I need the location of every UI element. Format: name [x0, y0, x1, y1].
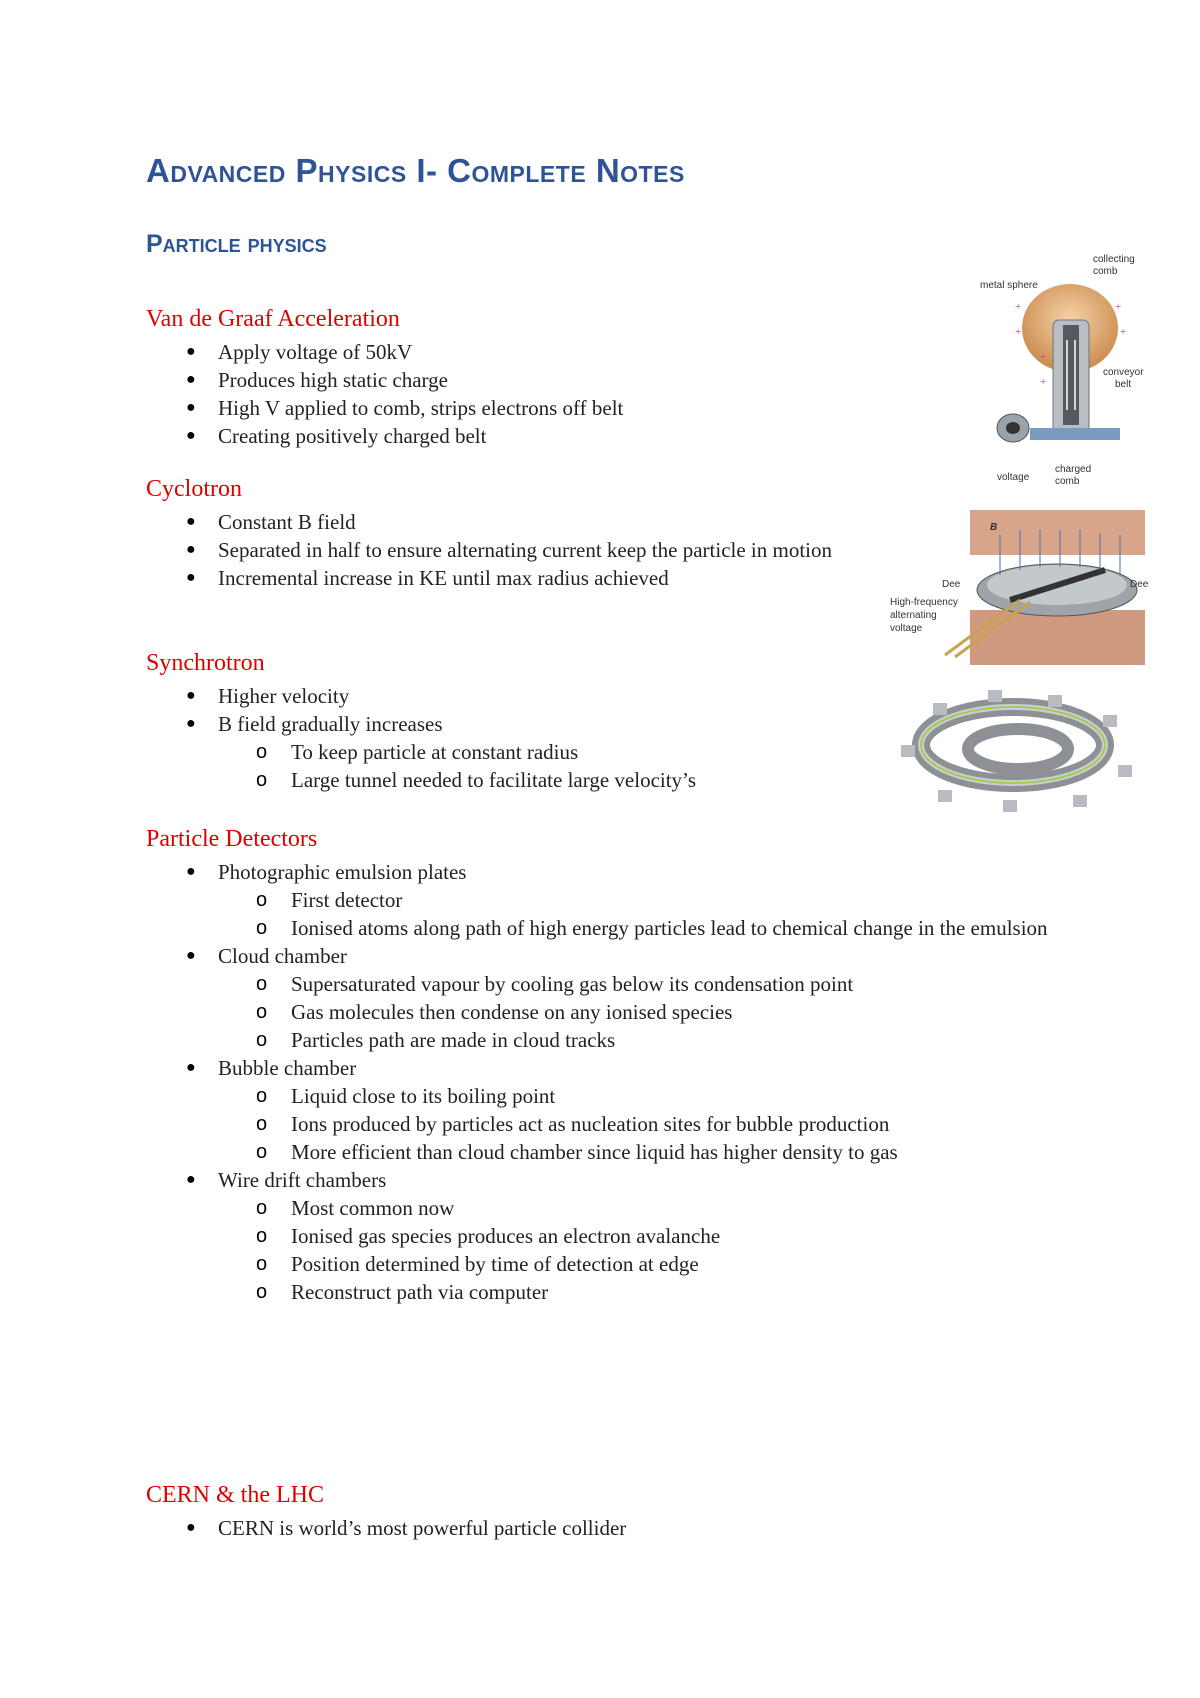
list-item: ● CERN is world’s most powerful particle collider — [186, 1516, 627, 1540]
list-subitem: o To keep particle at constant radius — [256, 740, 579, 764]
sub-bullet-icon: o — [256, 1225, 268, 1247]
list-item: ● Bubble chamber — [186, 1056, 357, 1080]
section-title: Particle physics — [146, 230, 327, 258]
list-item: ● Higher velocity — [186, 684, 350, 708]
bullet-icon: ● — [186, 687, 196, 704]
section-van-de-graaf — [146, 304, 1046, 450]
sub-bullet-icon: o — [256, 1197, 268, 1219]
conveyor-belt-shape — [1063, 325, 1079, 425]
plus-sign: + — [1015, 326, 1022, 338]
list-item: ● B field gradually increases — [186, 712, 443, 736]
plus-sign: + — [1040, 376, 1047, 388]
list-subitem: o Supersaturated vapour by cooling gas below its condensation point — [256, 972, 854, 996]
list-subitem: o Ionised atoms along path of high energy particles lead to chemical change in the emulsion — [256, 916, 1048, 940]
magnet-block — [1103, 715, 1117, 727]
list-item: ● Incremental increase in KE until max radius achieved — [186, 566, 669, 590]
list-subitem: o Position determined by time of detection at edge — [256, 1252, 699, 1276]
bullet-icon: ● — [186, 1171, 196, 1188]
figure-label: High-frequency — [890, 597, 958, 608]
list-subitem: o Reconstruct path via computer — [256, 1280, 549, 1304]
list-subitem: o Liquid close to its boiling point — [256, 1084, 556, 1108]
sub-bullet-icon: o — [256, 889, 268, 911]
dee-label: Dee — [942, 579, 961, 590]
magnet-block — [1073, 795, 1087, 807]
list-subitem: o First detector — [256, 888, 403, 912]
section-cern — [146, 1480, 1046, 1542]
list-item: ● Apply voltage of 50kV — [186, 340, 413, 364]
document-title: Advanced Physics I- Complete Notes — [146, 152, 685, 189]
bullet-icon: ● — [186, 513, 196, 530]
inner-ring-shape — [968, 729, 1068, 769]
section-particle-detectors — [146, 824, 1066, 1306]
heading-synchrotron: Synchrotron — [146, 650, 265, 676]
sub-bullet-icon: o — [256, 1085, 268, 1107]
sub-bullet-icon: o — [256, 1001, 268, 1023]
heading-cyclotron: Cyclotron — [146, 476, 242, 502]
cyclotron-diagram — [890, 505, 1155, 670]
list-item: ● Photographic emulsion plates — [186, 860, 467, 884]
dee-label: Dee — [1130, 579, 1149, 590]
bullet-icon: ● — [186, 1059, 196, 1076]
heading-particle-detectors: Particle Detectors — [146, 826, 318, 852]
bullet-icon: ● — [186, 715, 196, 732]
magnet-block — [1118, 765, 1132, 777]
bullet-icon: ● — [186, 569, 196, 586]
section-cyclotron — [146, 474, 876, 592]
list-subitem: o Ions produced by particles act as nucleation sites for bubble production — [256, 1112, 890, 1136]
bullet-icon: ● — [186, 1519, 196, 1536]
list-item: ● Constant B field — [186, 510, 356, 534]
list-subitem: o More efficient than cloud chamber since liquid has higher density to gas — [256, 1140, 898, 1164]
magnet-block — [1003, 800, 1017, 812]
magnet-block — [988, 690, 1002, 702]
magnet-block — [1048, 695, 1062, 707]
plus-sign: + — [1015, 301, 1022, 313]
list-subitem: o Particles path are made in cloud tracks — [256, 1028, 616, 1052]
list-item: ● Creating positively charged belt — [186, 424, 487, 448]
base-shape — [1030, 428, 1120, 440]
figure-label: collecting — [1093, 254, 1135, 265]
sub-bullet-icon: o — [256, 1113, 268, 1135]
bullet-icon: ● — [186, 343, 196, 360]
list-subitem: o Most common now — [256, 1196, 455, 1220]
sub-bullet-icon: o — [256, 769, 268, 791]
van-de-graaf-diagram — [975, 250, 1150, 490]
figure-label: conveyor — [1103, 367, 1144, 378]
sub-bullet-icon: o — [256, 1141, 268, 1163]
bullet-icon: ● — [186, 399, 196, 416]
heading-van-de-graaf: Van de Graaf Acceleration — [146, 306, 400, 332]
magnet-block — [901, 745, 915, 757]
b-field-label: B — [990, 522, 998, 533]
figure-label: charged — [1055, 464, 1092, 475]
sub-bullet-icon: o — [256, 1029, 268, 1051]
magnet-block — [938, 790, 952, 802]
sub-bullet-icon: o — [256, 1281, 268, 1303]
figure-label: voltage — [890, 623, 923, 634]
figure-label: metal sphere — [980, 280, 1038, 291]
bullet-icon: ● — [186, 863, 196, 880]
bullet-icon: ● — [186, 371, 196, 388]
figure-label: comb — [1093, 266, 1118, 277]
sub-bullet-icon: o — [256, 1253, 268, 1275]
list-item: ● Wire drift chambers — [186, 1168, 387, 1192]
list-subitem: o Large tunnel needed to facilitate large velocity’s — [256, 768, 697, 792]
bullet-icon: ● — [186, 947, 196, 964]
heading-cern: CERN & the LHC — [146, 1482, 324, 1508]
sub-bullet-icon: o — [256, 973, 268, 995]
bullet-icon: ● — [186, 541, 196, 558]
list-item: ● Separated in half to ensure alternating current keep the particle in motion — [186, 538, 833, 562]
figure-label: belt — [1115, 379, 1132, 390]
sub-bullet-icon: o — [256, 917, 268, 939]
plus-sign: + — [1040, 351, 1047, 363]
figure-label: voltage — [997, 472, 1030, 483]
plus-sign: + — [1115, 301, 1122, 313]
list-subitem: o Ionised gas species produces an electron avalanche — [256, 1224, 721, 1248]
synchrotron-diagram — [893, 685, 1143, 820]
magnet-block — [933, 703, 947, 715]
plus-sign: + — [1120, 326, 1127, 338]
figure-label: alternating — [890, 610, 937, 621]
list-subitem: o Gas molecules then condense on any ionised species — [256, 1000, 733, 1024]
sub-bullet-icon: o — [256, 741, 268, 763]
list-item: ● Produces high static charge — [186, 368, 448, 392]
bullet-icon: ● — [186, 427, 196, 444]
list-item: ● Cloud chamber — [186, 944, 347, 968]
figure-label: comb — [1055, 476, 1080, 487]
list-item: ● High V applied to comb, strips electrons off belt — [186, 396, 624, 420]
